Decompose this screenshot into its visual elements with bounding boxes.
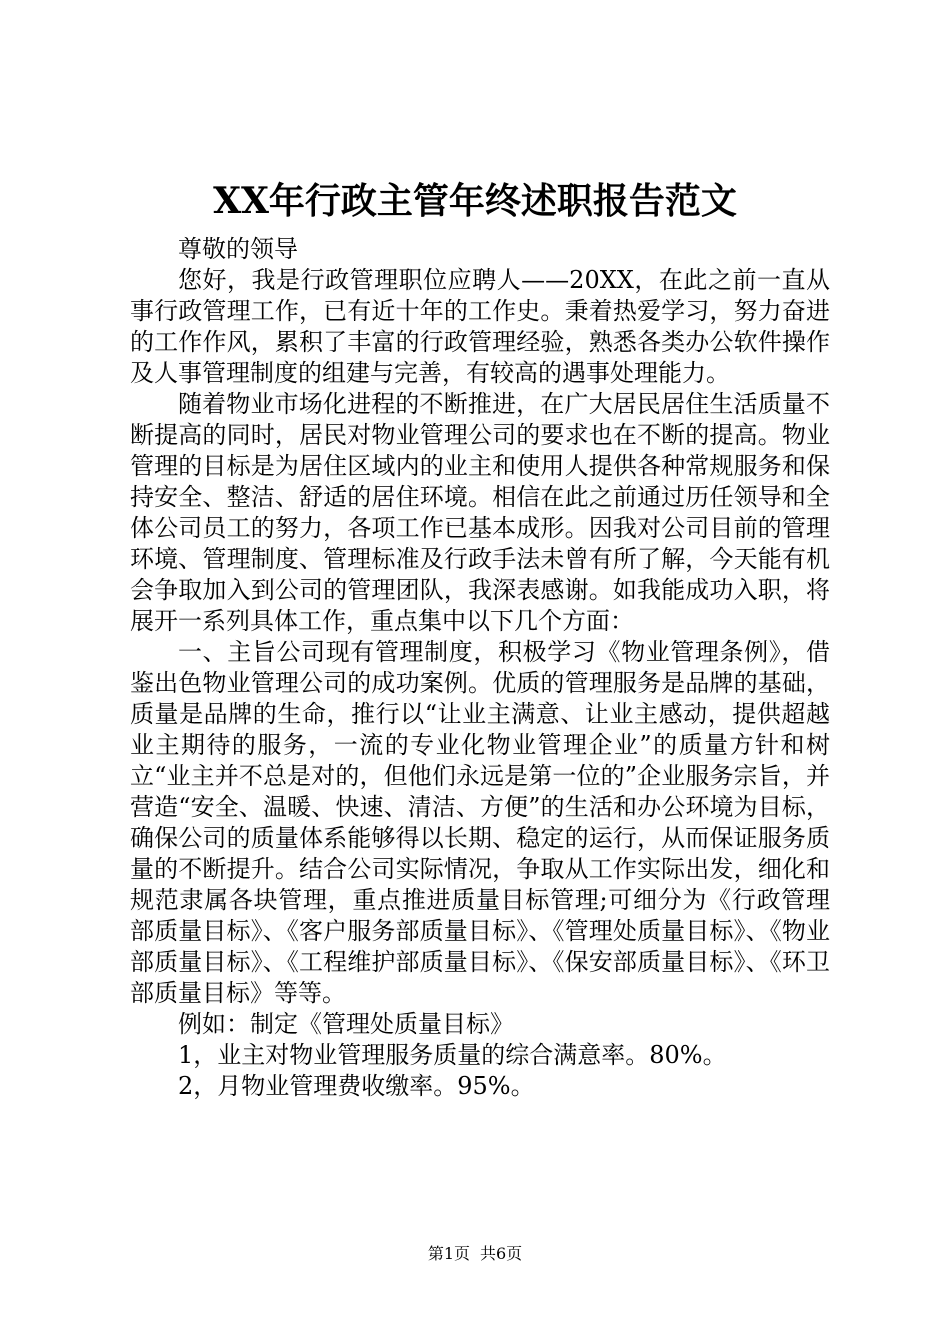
- intro-paragraph: 您好，我是行政管理职位应聘人——20XX，在此之前一直从事行政管理工作，已有近十年的工作史。秉着热爱学习，努力奋进的工作作风，累积了丰富的行政管理经验，熟悉各类办公软件操作及人事管理制度的组建与完善，有较高的遇事处理能力。: [130, 266, 830, 387]
- salutation-paragraph: 尊敬的领导: [178, 235, 298, 263]
- background-paragraph: 随着物业市场化进程的不断推进，在广大居民居住生活质量不断提高的同时，居民对物业管理公司的要求也在不断的提高。物业管理的目标是为居住区域内的业主和使用人提供各种常规服务和保持安全、整洁、舒适的居住环境。相信在此之前通过历任领导和全体公司员工的努力，各项工作已基本成形。因我对公司目前的管理环境、管理制度、管理标准及行政手法未曾有所了解，今天能有机会争取加入到公司的管理团队，我深表感谢。如我能成功入职，将展开一系列具体工作，重点集中以下几个方面：: [130, 390, 830, 635]
- document-title: XX年行政主管年终述职报告范文: [213, 180, 737, 222]
- plan-item-one-paragraph: 一、主旨公司现有管理制度，积极学习《物业管理条例》，借鉴出色物业管理公司的成功案例。优质的管理服务是品牌的基础，质量是品牌的生命，推行以“让业主满意、让业主感动，提供超越业主期待的服务，一流的专业化物业管理企业”的质量方针和树立“业主并不总是对的，但他们永远是第一位的”企业服务宗旨，并营造“安全、温暖、快速、清洁、方便”的生活和办公环境为目标，确保公司的质量体系能够得以长期、稳定的运行，从而保证服务质量的不断提升。结合公司实际情况，争取从工作实际出发，细化和规范隶属各块管理，重点推进质量目标管理;可细分为《行政管理部质量目标》、《客户服务部质量目标》、《管理处质量目标》、《物业部质量目标》、《工程维护部质量目标》、《保安部质量目标》、《环卫部质量目标》等等。: [130, 638, 830, 1007]
- document-body: [130, 234, 830, 1102]
- page-footer: [0, 1244, 950, 1264]
- page-number: 第1页: [427, 1244, 470, 1263]
- target-item-1: 1，业主对物业管理服务质量的综合满意率。80%。: [178, 1041, 727, 1069]
- page-total: 共6页: [480, 1244, 523, 1263]
- example-paragraph: 例如：制定《管理处质量目标》: [178, 1010, 514, 1038]
- target-item-2: 2，月物业管理费收缴率。95%。: [178, 1072, 535, 1100]
